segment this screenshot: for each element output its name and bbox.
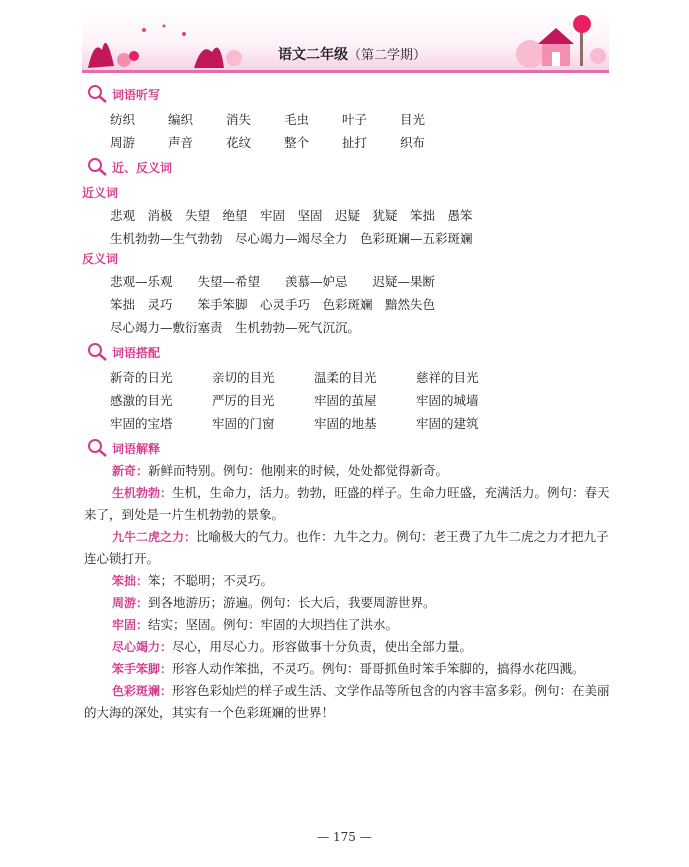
explanation-text: 比喻极大的气力。也作：九牛之力。例句：老王费了九牛二虎之力才把九子连心锁打开。 bbox=[84, 529, 609, 566]
collocation-phrase: 牢固的地基 bbox=[314, 416, 377, 431]
explanation-text: 结实；坚固。例句：牢固的大坝挡住了洪水。 bbox=[148, 617, 399, 632]
vocab-word: 织布 bbox=[400, 135, 426, 150]
vocab-word: 编织 bbox=[168, 112, 194, 127]
explanation-term: 新奇： bbox=[112, 464, 149, 478]
vocab-word: 毛虫 bbox=[284, 112, 310, 127]
section-title: 词语搭配 bbox=[112, 345, 161, 360]
explanation-term: 尽心竭力： bbox=[112, 640, 173, 654]
explanation-item bbox=[84, 680, 610, 724]
explanation-text: 形容色彩灿烂的样子或生活、文学作品等所包含的内容丰富多彩。例句：在美丽的大海的深处，其实有一个色彩斑斓的世界！ bbox=[84, 683, 610, 720]
vocab-word: 纺织 bbox=[110, 112, 136, 127]
explanation-item bbox=[84, 614, 610, 636]
vocab-word: 目光 bbox=[400, 112, 426, 127]
explanation-text: 到各地游历；游遍。例句：长大后，我要周游世界。 bbox=[148, 595, 436, 610]
explanation-item bbox=[84, 526, 610, 570]
synonym-line: 生机勃勃—生气勃勃 尽心竭力—竭尽全力 色彩斑斓—五彩斑斓 bbox=[110, 231, 473, 246]
explanation-text: 形容人动作笨拙，不灵巧。例句：哥哥抓鱼时笨手笨脚的，搞得水花四溅。 bbox=[172, 661, 585, 676]
antonym-line: 笨拙 灵巧 笨手笨脚 心灵手巧 色彩斑斓 黯然失色 bbox=[110, 297, 436, 312]
subject-grade: 语文二年级 bbox=[278, 47, 348, 63]
magnifier-icon bbox=[86, 157, 108, 177]
vocab-word: 扯打 bbox=[342, 135, 368, 150]
collocation-phrase: 牢固的建筑 bbox=[416, 416, 479, 431]
explanation-item bbox=[84, 658, 610, 680]
section-title: 词语解释 bbox=[112, 441, 161, 456]
antonym-line: 尽心竭力—敷衍塞责 生机勃勃—死气沉沉。 bbox=[110, 320, 361, 335]
explanation-item bbox=[84, 460, 610, 482]
collocation-phrase: 牢固的茧屋 bbox=[314, 393, 377, 408]
explanation-item bbox=[84, 570, 610, 592]
vocab-word: 声音 bbox=[168, 135, 194, 150]
section-header-explanations bbox=[86, 438, 160, 458]
synonym-label: 近义词 bbox=[82, 186, 119, 200]
explanation-term: 生机勃勃： bbox=[112, 486, 173, 500]
section-header-dictation bbox=[86, 84, 160, 104]
section-header-collocations bbox=[86, 342, 160, 362]
collocation-phrase: 慈祥的目光 bbox=[416, 370, 479, 385]
antonym-label: 反义词 bbox=[82, 252, 119, 266]
explanation-term: 牢固： bbox=[112, 618, 149, 632]
vocab-word: 整个 bbox=[284, 135, 310, 150]
header-flower-decoration bbox=[84, 20, 254, 70]
collocation-phrase: 亲切的目光 bbox=[212, 370, 275, 385]
explanation-text: 新鲜而特别。例句：他刚来的时候，处处都觉得新奇。 bbox=[148, 463, 449, 478]
explanation-text: 尽心，用尽心力。形容做事十分负责，使出全部力量。 bbox=[172, 639, 473, 654]
collocation-phrase: 牢固的门窗 bbox=[212, 416, 275, 431]
vocab-word: 消失 bbox=[226, 112, 252, 127]
collocation-phrase: 牢固的城墙 bbox=[416, 393, 479, 408]
section-header-synonyms bbox=[86, 157, 172, 177]
collocation-phrase: 新奇的日光 bbox=[110, 370, 173, 385]
explanation-item bbox=[84, 636, 610, 658]
collocation-phrase: 牢固的宝塔 bbox=[110, 416, 173, 431]
magnifier-icon bbox=[86, 342, 108, 362]
explanation-term: 笨拙： bbox=[112, 574, 149, 588]
collocation-phrase: 严厉的目光 bbox=[212, 393, 275, 408]
section-title: 近、反义词 bbox=[112, 160, 173, 175]
section-title: 词语听写 bbox=[112, 87, 161, 102]
header-house-decoration bbox=[510, 14, 608, 70]
magnifier-icon bbox=[86, 84, 108, 104]
explanation-item bbox=[84, 482, 610, 526]
explanation-term: 色彩斑斓： bbox=[112, 684, 173, 698]
page-number: — 175 — bbox=[317, 830, 372, 844]
collocation-phrase: 温柔的目光 bbox=[314, 370, 377, 385]
explanation-list bbox=[84, 460, 610, 724]
collocation-phrase: 感激的目光 bbox=[110, 393, 173, 408]
explanation-text: 笨；不聪明；不灵巧。 bbox=[148, 573, 274, 588]
magnifier-icon bbox=[86, 438, 108, 458]
page-header-title bbox=[278, 44, 426, 64]
explanation-term: 周游： bbox=[112, 596, 149, 610]
vocab-word: 花纹 bbox=[226, 135, 252, 150]
synonym-line: 悲观 消极 失望 绝望 牢固 坚固 迟疑 犹疑 笨拙 愚笨 bbox=[110, 208, 473, 223]
vocab-word: 周游 bbox=[110, 135, 136, 150]
vocab-word: 叶子 bbox=[342, 112, 368, 127]
explanation-term: 笨手笨脚： bbox=[112, 662, 173, 676]
explanation-term: 九牛二虎之力： bbox=[112, 530, 197, 544]
semester-label: （第二学期） bbox=[348, 48, 427, 63]
explanation-item bbox=[84, 592, 610, 614]
antonym-line: 悲观—乐观 失望—希望 羡慕—妒忌 迟疑—果断 bbox=[110, 274, 436, 289]
explanation-text: 生机，生命力，活力。勃勃，旺盛的样子。生命力旺盛，充满活力。例句：春天来了，到处是一片生机勃勃的景象。 bbox=[84, 485, 610, 522]
